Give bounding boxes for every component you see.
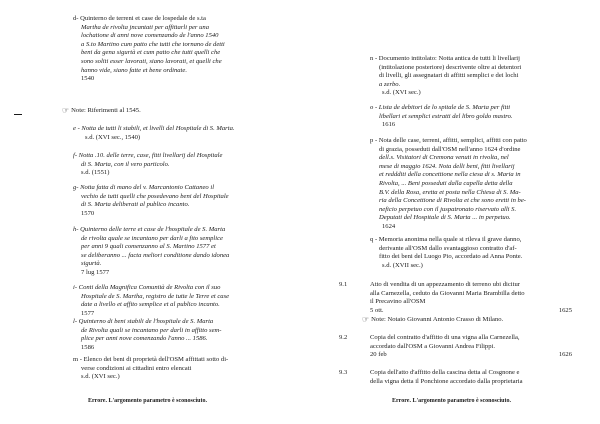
entry-line: et reddditi della concettione nella ciesa di s. Maria in: [379, 171, 521, 179]
entry-line: p - Nota delle case, terreni, affitti, semplici, affitti con patto: [370, 137, 527, 144]
entry-l: [73, 318, 221, 352]
entry-line: Deputati del Hospitale di S. Marta ... in perpetuo.: [379, 214, 511, 222]
entry-line: se deliberanno ... facta meliori conditione dando idonea: [81, 251, 230, 259]
entry-date: s.d. (1551): [81, 169, 110, 177]
note-text: Note: Riferimenti al 1545.: [71, 107, 141, 114]
entry-line: e - Notta de tutti li stabili, et livelli del Hospitale di S. Marta.: [73, 125, 235, 132]
entry-line: Atto di vendita di un appezzamento di terreno ubi dicitur: [370, 281, 520, 288]
entry-date: 1624: [382, 222, 396, 230]
entry-line: accordato dall'OSM a Giovanni Andrea Filippi.: [370, 342, 495, 350]
entry-date: s.d. (XVI sec., 1540): [85, 133, 141, 141]
right-page: [300, 0, 600, 424]
entry-line: ria della Concettione di Rivolta et che sono eretti in be-: [379, 197, 526, 205]
entry-date: 20 feb: [370, 351, 387, 359]
entry-line: l- Quinterno di beni stabili de l'hospitale de S. Marta: [73, 318, 214, 325]
entry-n: [370, 55, 521, 98]
entry-line: h- Quinterno delle terre et case de l'hospitale de S. Marta: [73, 226, 226, 233]
entry-date: 5 ott.: [370, 306, 384, 314]
entry-year: 1626: [558, 351, 572, 358]
entry-line: di S. Marta deliberati al publico incanto.: [81, 201, 190, 209]
note-riferimenti: [62, 107, 141, 116]
entry-line: m - Elenco dei beni di proprietà dell'OSM affittati sotto di-: [73, 356, 229, 363]
entry-line: Copia del contratto d'affitto di una vigna alla Carnezella,: [370, 334, 520, 341]
entry-o: [370, 104, 513, 130]
entry-g: [73, 184, 229, 218]
entry-h: [73, 226, 229, 278]
entry-line: n - Documento intitolato: Notta antica de tutti li livellarij: [370, 55, 520, 62]
entry-line: plice per anni nove comenzando l'anno ... 1586.: [81, 335, 208, 343]
entry-line: della vigna detta il Ponchione accordato dalla proprietaria: [370, 377, 523, 385]
page-footer-right: Errore. L'argomento parametro è sconosciuto.: [392, 398, 511, 404]
entry-date: 7 lug 1577: [81, 268, 110, 276]
entry-line: a S.to Martino cum patto che tutti che tornano de detti: [81, 40, 225, 48]
entry-line: de rivolta quale se incantano per darli a fito semplice: [81, 234, 223, 242]
entry-line: mese di maggio 1624. Nota delli beni, fitti livellarij: [379, 162, 515, 170]
page-footer-left: Errore. L'argomento parametro è sconosciuto.: [88, 398, 207, 404]
entry-number: 9.3: [339, 369, 348, 376]
entry-line: dell.s. Visitatori di Cremona venuti in rivolta, nel: [379, 154, 509, 162]
entry-line: derivante all'OSM dallo svantaggioso contratto d'af-: [379, 244, 517, 252]
entry-line: d- Quinterno de terreni et case de lospedale de s.ta: [73, 15, 206, 22]
entry-number: 9.2: [339, 334, 348, 341]
entry-line: a zerbo.: [379, 80, 401, 88]
entry-line: neficio perpetuo con il juspatronato riservato alli S.: [379, 205, 517, 213]
entry-e: [73, 125, 235, 142]
entry-date: 1570: [81, 209, 95, 217]
entry-line: di S. Marta, con il vero particolo.: [81, 160, 170, 168]
pointing-hand-icon: ☞: [362, 315, 370, 324]
entry-date: 1616: [382, 121, 396, 129]
entry-date: s.d. (XVI sec.): [81, 373, 120, 381]
entry-line: il Precavino all'OSM: [370, 298, 426, 306]
entry-line: sigurtà.: [81, 260, 102, 268]
entry-line: alla Carnezella, ceduto da Giovanni Maria Brambilla detto: [370, 289, 525, 297]
entry-line: Hospitale de S. Martha, registro de tutte le Terre et case: [81, 292, 230, 300]
entry-9-2: [370, 334, 520, 360]
entry-year: 1625: [558, 307, 572, 314]
entry-date: s.d. (XVII sec.): [382, 261, 423, 269]
entry-line: lochatione di anni nove comenzando de l'anno 1540: [81, 32, 219, 40]
entry-date: 1586: [81, 343, 95, 351]
entry-p: [370, 137, 527, 232]
entry-line: libellari et semplici estratti del libro goldo mastro.: [379, 112, 513, 120]
entry-line: beni da gena sigurtà et cum patto che tutti quelli che: [81, 49, 221, 57]
entry-line: de Rivolta quali se incantano per darli in affitto sem-: [81, 326, 222, 334]
pointing-hand-icon: ☞: [62, 106, 70, 115]
entry-d: [73, 15, 225, 84]
entry-line: date a livello et affito semplice et al publico incanto.: [81, 301, 220, 309]
entry-9-3: [370, 369, 523, 386]
entry-f: [73, 152, 222, 178]
entry-m: [73, 356, 228, 382]
entry-line: di livelli, gli assegnatari di affitti semplici e dei lochi: [379, 72, 519, 80]
entry-line: sono soliti esser lavorati, siano lavorati, et quelli che: [81, 57, 222, 65]
note-text: Note: Notaio Giovanni Antonio Crasso di Milano.: [371, 316, 504, 323]
entry-date: 1577: [81, 309, 95, 317]
entry-i: [73, 284, 229, 318]
entry-line: Rivolta, ... Beni posseduti dalla capella detta della: [379, 179, 513, 187]
entry-line: Copia dell'atto d'affitto della cascina detta al Cosgnone e: [370, 369, 520, 376]
entry-number: 9.1: [339, 281, 348, 288]
margin-dash: [14, 114, 22, 115]
entry-9-1: [370, 281, 525, 315]
entry-date: s.d. (XVI sec.): [382, 89, 421, 97]
entry-line: vechio de tutti quelli che posedevano beni del Hospitale: [81, 192, 229, 200]
entry-line: g- Notta fatta di mano del v. Marcantonio Cattaneo il: [73, 184, 215, 191]
entry-line: verse condizioni ai cittadini entro elencati: [81, 364, 192, 372]
entry-line: Martha de rivolta jncantati per affittarli per una: [81, 23, 210, 31]
entry-date: 1540: [81, 75, 95, 83]
note-notaio: [362, 316, 503, 325]
entry-q: [370, 236, 522, 270]
entry-line: q - Memoria anonima nella quale si rileva il grave danno,: [370, 236, 522, 243]
entry-line: per anni 9 quali comenzanno al S. Martino 1577 et: [81, 243, 216, 251]
entry-line: di grazia, posseduti dall'OSM nell'anno 1624 d'ordine: [379, 145, 521, 153]
entry-line: (intitolazione posteriore) descrivente oltre ai detentori: [379, 63, 522, 71]
entry-line: o - Lista de debitori de lo spitale de S. Marta per fitti: [370, 104, 511, 111]
entry-line: f- Notta .10. delle terre, case, fitti livellarij del Hospitale: [73, 152, 223, 159]
entry-line: i- Conti della Magnifica Comunità de Rivolta con il suo: [73, 284, 221, 291]
entry-line: fitto dei beni del Luogo Pio, accordato ad Anna Ponte.: [379, 253, 523, 261]
entry-line: hanno vide, siano fatte et bene ordinate.: [81, 66, 187, 74]
entry-line: B.V. della Rosa, eretta et posta nella Chiesa di S. Ma-: [379, 188, 521, 196]
